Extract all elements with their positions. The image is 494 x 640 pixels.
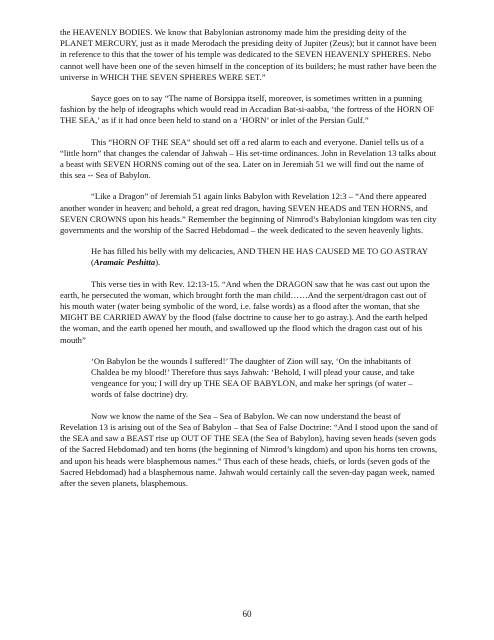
paragraph-like-a-dragon: “Like a Dragon” of Jeremiah 51 again links Babylon with Revelation 12:3 – “And there appeared another wonder in heaven; and behold, a great red dragon, having SEVEN HEADS and TEN HORNS, and SEVEN CROWNS upon his heads.” Remember the beginning of Nimrod’s Babylonian kingdom was ten city governments and the worship of the Sacred Hebdomad – the week dedicated to the seven heavenly lights. <box>60 191 437 236</box>
paragraph-sea-of-babylon: Now we know the name of the Sea – Sea of Babylon. We can now understand the beast of Revelation 13 is arising out of the Sea of Babylon – that Sea of False Doctrine: “And I stood upon the sand of the SEA and saw a BEAST rise up OUT OF THE SEA (the Sea of Babylon), having seven heads (seven gods of the Sacred Hebdomad) and ten horns (the beginning of Nimrod’s kingdom) and upon his horns ten crowns, and upon his heads were blasphemous names.” Thus each of these heads, chiefs, or lords (seven gods of the Sacred Hebdomad) had a blasphemous name. Jahwah would certainly call the seven-day pagan week, named after the seven planets, blasphemous. <box>60 410 438 488</box>
paragraph-heavenly-bodies: the HEAVENLY BODIES. We know that Babylonian astronomy made him the presiding deity of the PLANET MERCURY, just as it made Merodach the presiding deity of Jupiter (Zeus); but it cannot have been in reference to this that the tower of his temple was dedicated to the SEVEN HEAVENLY SPHERES. Nebo cannot well have been one of the seven himself in the conception of its builders; he must rather have been the universe in WHICH THE SEVEN SPHERES WERE SET.” <box>60 27 437 82</box>
block-quote-belly <box>91 246 432 268</box>
paragraph-horn-of-the-sea: This “HORN OF THE SEA” should set off a red alarm to each and everyone. Daniel tells us of a “little horn” that changes the calendar of Jahwah – His set-time ordinances. John in Revelation 13 talks about a beast with SEVEN HORNS coming out of the sea. Later on in Jeremiah 51 we will find out the name of this sea -- Sea of Babylon. <box>60 136 437 181</box>
page-number: 60 <box>242 609 252 619</box>
paragraph-rev-12-13: This verse ties in with Rev. 12:13-15. “And when the DRAGON saw that he was cast out upon the earth, he persecuted the woman, which brought forth the man child……And the serpent/dragon cast out of his mouth water (water being symbolic of the word, i.e. false words) as a flood after the woman, that she MIGHT BE CARRIED AWAY by the flood (false doctrine to cause her to go astray.). And the earth helped the woman, and the earth opened her mouth, and swallowed up the flood which the dragon cast out of his mouth” <box>60 278 430 345</box>
quote-citation: Aramaic Peshitta <box>93 257 156 268</box>
block-quote-babylon-wounds: ‘On Babylon be the wounds I suffered!’ The daughter of Zion will say, ‘On the inhabitants of Chaldea be my blood!’ Therefore thus says Jahwah: ‘Behold, I will plead your cause, and take vengeance for you; I will dry up THE SEA OF BABYLON, and make her springs (of water – words of false doctrine) dry. <box>91 355 415 400</box>
paragraph-sayce-borsippa: Sayce goes on to say “The name of Borsippa itself, moreover, is sometimes written in a punning fashion by the help of ideographs which would read in Accadian Bat-si-aabba, ‘the fortress of the HORN OF THE SEA,’ as if it had once been held to stand on a ‘HORN’ or inlet of the Persian Gulf.” <box>60 93 435 126</box>
quote-end: ). <box>155 257 161 268</box>
quote-text: He has filled his belly with my delicacies, AND THEN HE HAS CAUSED ME TO GO ASTRAY ( <box>91 246 428 268</box>
